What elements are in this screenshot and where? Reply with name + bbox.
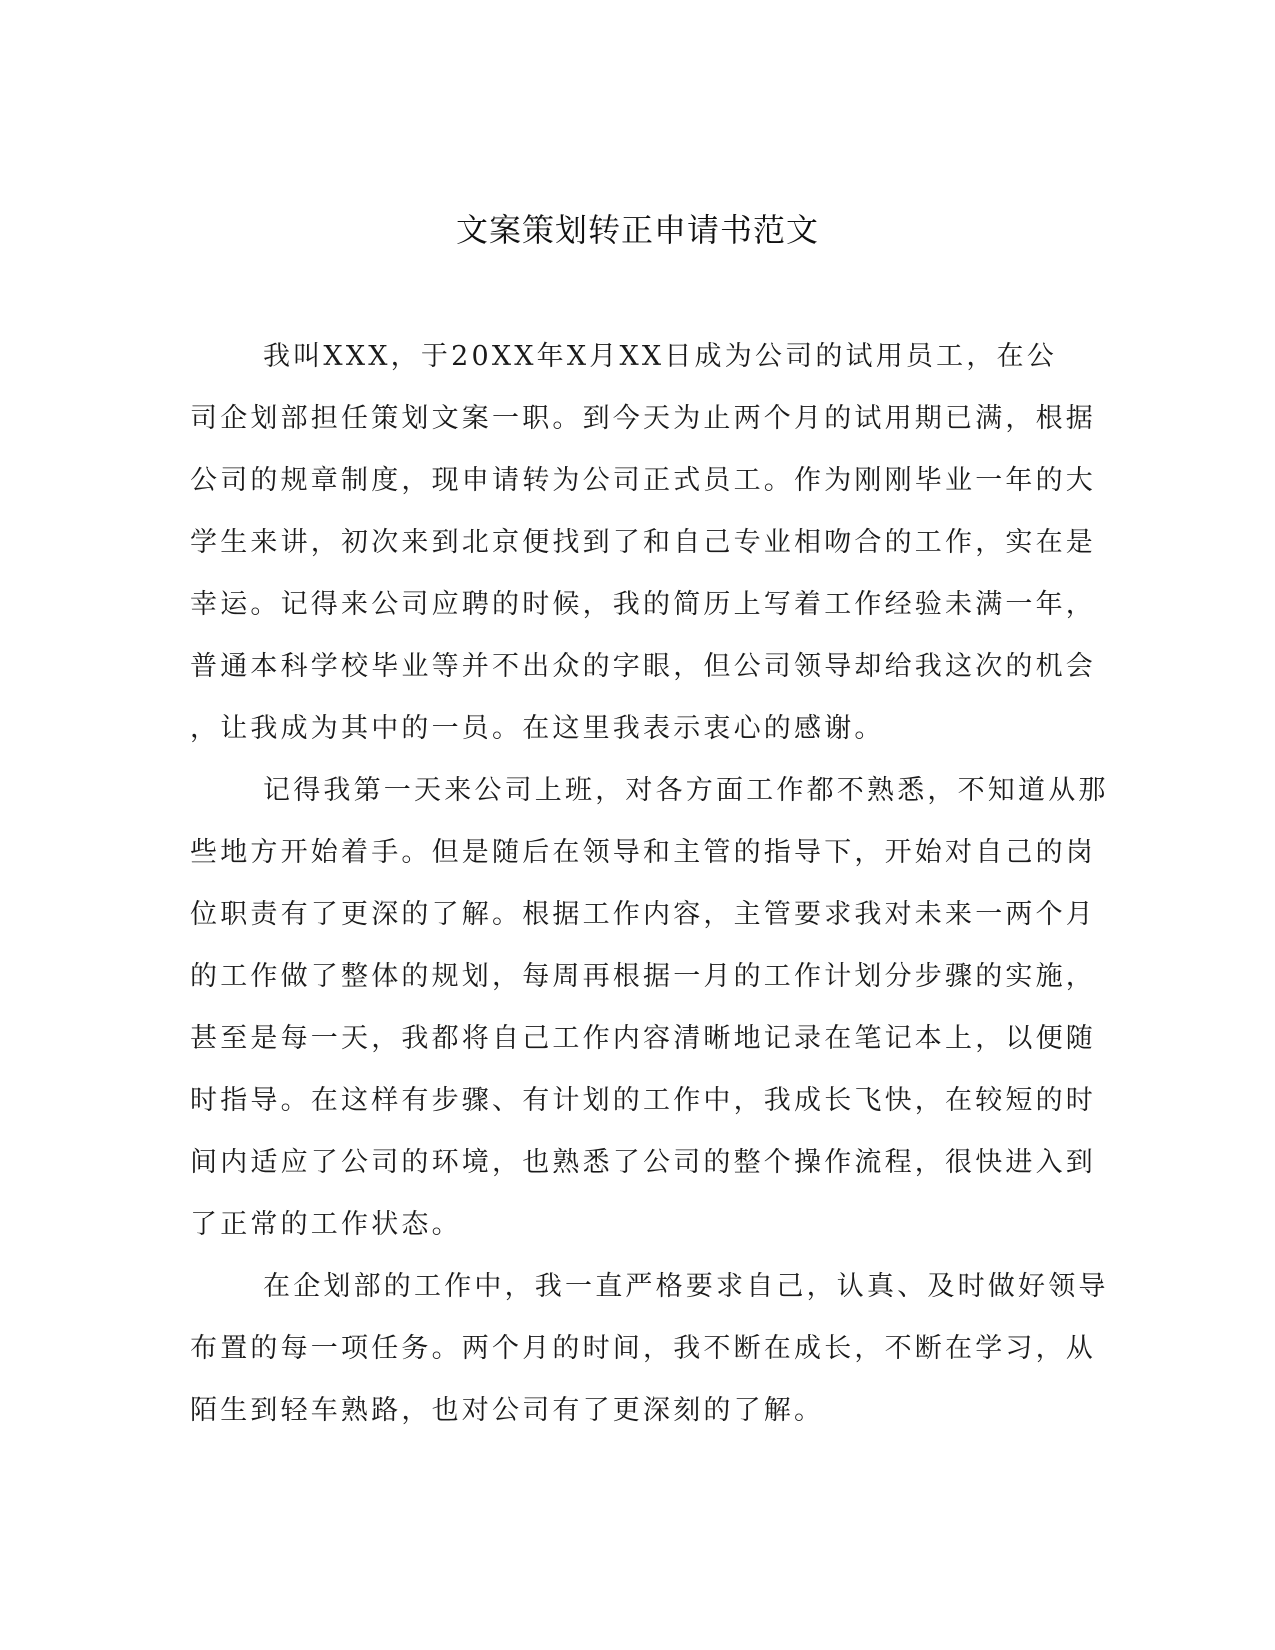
paragraph-2-line-2: 些地方开始着手。但是随后在领导和主管的指导下，开始对自己的岗 [190, 837, 1096, 868]
paragraph-1-line-4: 学生来讲，初次来到北京便找到了和自己专业相吻合的工作，实在是 [190, 527, 1096, 558]
paragraph-1-line-3: 公司的规章制度，现申请转为公司正式员工。作为刚刚毕业一年的大 [190, 465, 1096, 496]
paragraph-2-line-8: 了正常的工作状态。 [190, 1209, 462, 1240]
paragraph-1-line-1: 我叫XXX，于20XX年X月XX日成为公司的试用员工，在公 [263, 341, 1057, 372]
paragraph-2-line-7: 间内适应了公司的环境，也熟悉了公司的整个操作流程，很快进入到 [190, 1147, 1096, 1178]
paragraph-2-line-4: 的工作做了整体的规划，每周再根据一月的工作计划分步骤的实施， [190, 961, 1096, 992]
document-title: 文案策划转正申请书范文 [455, 211, 819, 249]
paragraph-2-line-1: 记得我第一天来公司上班，对各方面工作都不熟悉，不知道从那 [263, 775, 1109, 806]
paragraph-1-line-5: 幸运。记得来公司应聘的时候，我的简历上写着工作经验未满一年， [190, 589, 1096, 620]
paragraph-2-line-6: 时指导。在这样有步骤、有计划的工作中，我成长飞快，在较短的时 [190, 1085, 1096, 1116]
paragraph-1-line-2: 司企划部担任策划文案一职。到今天为止两个月的试用期已满，根据 [190, 403, 1096, 434]
paragraph-3-line-2: 布置的每一项任务。两个月的时间，我不断在成长，不断在学习，从 [190, 1333, 1096, 1364]
paragraph-1-line-7: ，让我成为其中的一员。在这里我表示衷心的感谢。 [190, 713, 885, 744]
paragraph-2-line-3: 位职责有了更深的了解。根据工作内容，主管要求我对未来一两个月 [190, 899, 1096, 930]
document-body [190, 326, 1109, 1442]
paragraph-3-line-1: 在企划部的工作中，我一直严格要求自己，认真、及时做好领导 [263, 1271, 1109, 1302]
paragraph-2-line-5: 甚至是每一天，我都将自己工作内容清晰地记录在笔记本上，以便随 [190, 1023, 1096, 1054]
paragraph-3-line-3: 陌生到轻车熟路，也对公司有了更深刻的了解。 [190, 1395, 825, 1426]
paragraph-1-line-6: 普通本科学校毕业等并不出众的字眼，但公司领导却给我这次的机会 [190, 651, 1096, 682]
